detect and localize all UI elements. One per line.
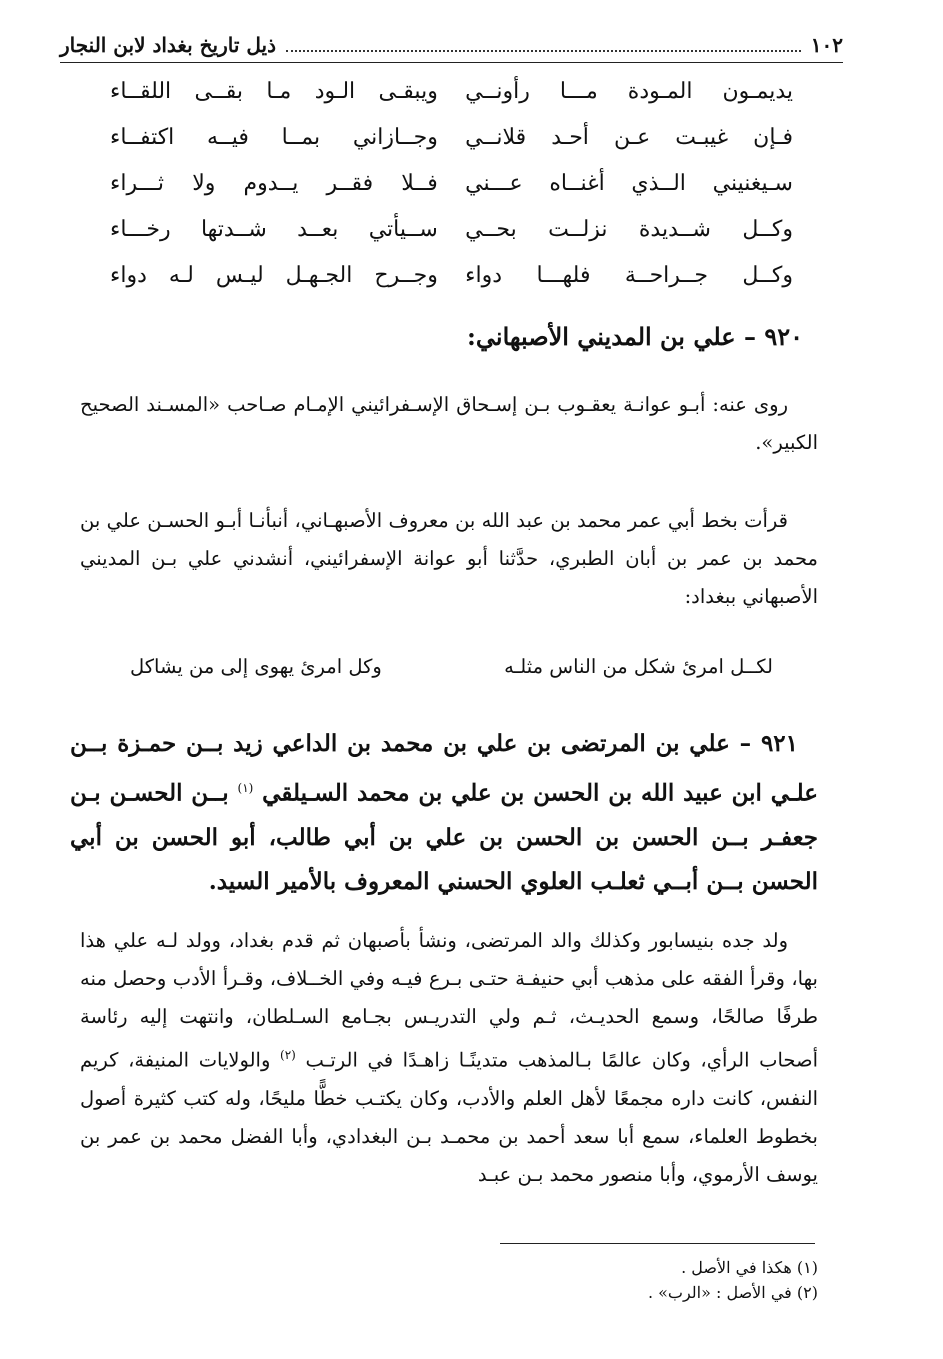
poem-verse <box>110 252 793 298</box>
verse-second-hemistich: ويبقـى الـود مـا بقــى اللقــاء <box>110 78 438 104</box>
couplet-second-hemistich: وكل امرئ يهوى إلى من يشاكل <box>130 655 382 678</box>
verse-first-hemistich: فـإن غيبـت عـن أحـد قلانــي <box>465 124 793 150</box>
entry-920-paragraph-2: قرأت بخط أبي عمر محمد بن عبد الله بن معروف الأصبهـاني، أنبأنـا أبـو الحسـن علي بن محمد بن عمر بن أبان الطبري، حدَّثنا أبو عوانة الإسفرائيني، أنشدني علي بـن المديني الأصبهاني ببغداد: <box>80 509 818 608</box>
footnote-reference-1[interactable]: (١) <box>237 781 254 795</box>
footnote-separator <box>500 1243 815 1244</box>
entry-921-heading-text-1: ٩٢١ – علي بن المرتضى بن علي بن محمد بن الداعي زيد بــن حمـزة بــن علـي ابن عبيد الله بن الحسن بن علي بن محمد السـيلقي <box>70 730 818 807</box>
footnotes <box>300 1255 818 1305</box>
entry-920-paragraph-1: روى عنه: أبـو عوانـة يعقـوب بـن إسـحاق الإسـفرائيني الإمـام صـاحب «المسـند الصحيح الكبير». <box>80 393 818 454</box>
running-title: ذيل تاريخ بغداد لابن النجار <box>60 33 276 57</box>
verse-second-hemistich: وجــرح الجـهـل ليـس لـه دواء <box>110 262 438 288</box>
entry-921-heading <box>70 722 818 904</box>
entry-920-couplet <box>130 655 773 678</box>
poem-verse <box>110 206 793 252</box>
verse-first-hemistich: يديمـون المـودة مـــا رأونــي <box>465 78 793 104</box>
verse-first-hemistich: سـيغنيني الــذي أغنــاه عـــني <box>465 170 793 196</box>
poem-verse <box>110 68 793 114</box>
entry-921-paragraph-text-1: ولد جده بنيسابور وكذلك والد المرتضى، ونشأ بأصبهان ثم قدم بغداد، وولد لـه علي هذا بها، وقرأ الفقه على مذهب أبي حنيفـة حتـى بـرع فيـه وفي الخــلاف، وقـرأ الأدب وحصل منه طرفًا صالحًا، وسمع الحديـث، ثـم ولي التدريـس بجـامع السـلطان، وانتهت إليه رئاسة أصحاب الرأي، وكان عالمًا بـالمذهب متدينًـا زاهـدًا في الرتـب <box>80 929 818 1072</box>
couplet-first-hemistich: لكــل امرئ شكل من الناس مثلـه <box>504 655 773 678</box>
entry-921-heading-text-2: بــن الحسـن بـن جعفـر بــن الحسن بن الحسن بن علي بن أبي طالب، أبو الحسن بن أبي الحسن بــن أبــي ثعلـب العلوي الحسني المعروف بالأمير السيد. <box>70 779 818 895</box>
page-number: ١٠٢ <box>810 33 843 57</box>
poem <box>110 68 793 298</box>
page-header <box>60 28 843 63</box>
entry-921-paragraph-text-2: والولايات المنيفة، كريم النفس، كانت داره مجمعًا لأهل العلم والأدب، وكان يكتـب خطًّا مليحًا، وله كتب كثيرة أصول بخطوط العلماء، سمع أبا سعد أحمد بن محمـد بـن البغدادي، وأبا الفضل محمد بن عمر بن يوسف الأرموي، وأبا منصور محمد بـن عبـد <box>80 1048 818 1186</box>
verse-second-hemistich: ســيأتي بعــد شــدتها رخـــاء <box>110 216 438 242</box>
footnote-2: (٢) في الأصل : «الرب» . <box>647 1283 818 1302</box>
verse-second-hemistich: وجــازاني بمــا فيــه اكتفــاء <box>110 124 438 150</box>
verse-first-hemistich: وكــل شــديدة نزلــت بحــي <box>465 216 793 242</box>
footnote-1: (١) هكذا في الأصل . <box>681 1258 818 1277</box>
verse-first-hemistich: وكــل جــراحــة فلهـــا دواء <box>465 262 793 288</box>
entry-920-heading: ٩٢٠ – علي بن المديني الأصبهاني: <box>467 322 803 351</box>
poem-verse <box>110 160 793 206</box>
poem-verse <box>110 114 793 160</box>
verse-second-hemistich: فــلا فقــر يــدوم ولا ثـــراء <box>110 170 438 196</box>
header-dotted-leader <box>286 50 801 52</box>
entry-921-paragraph <box>80 922 818 1194</box>
footnote-reference-2[interactable]: (٢) <box>280 1048 296 1062</box>
